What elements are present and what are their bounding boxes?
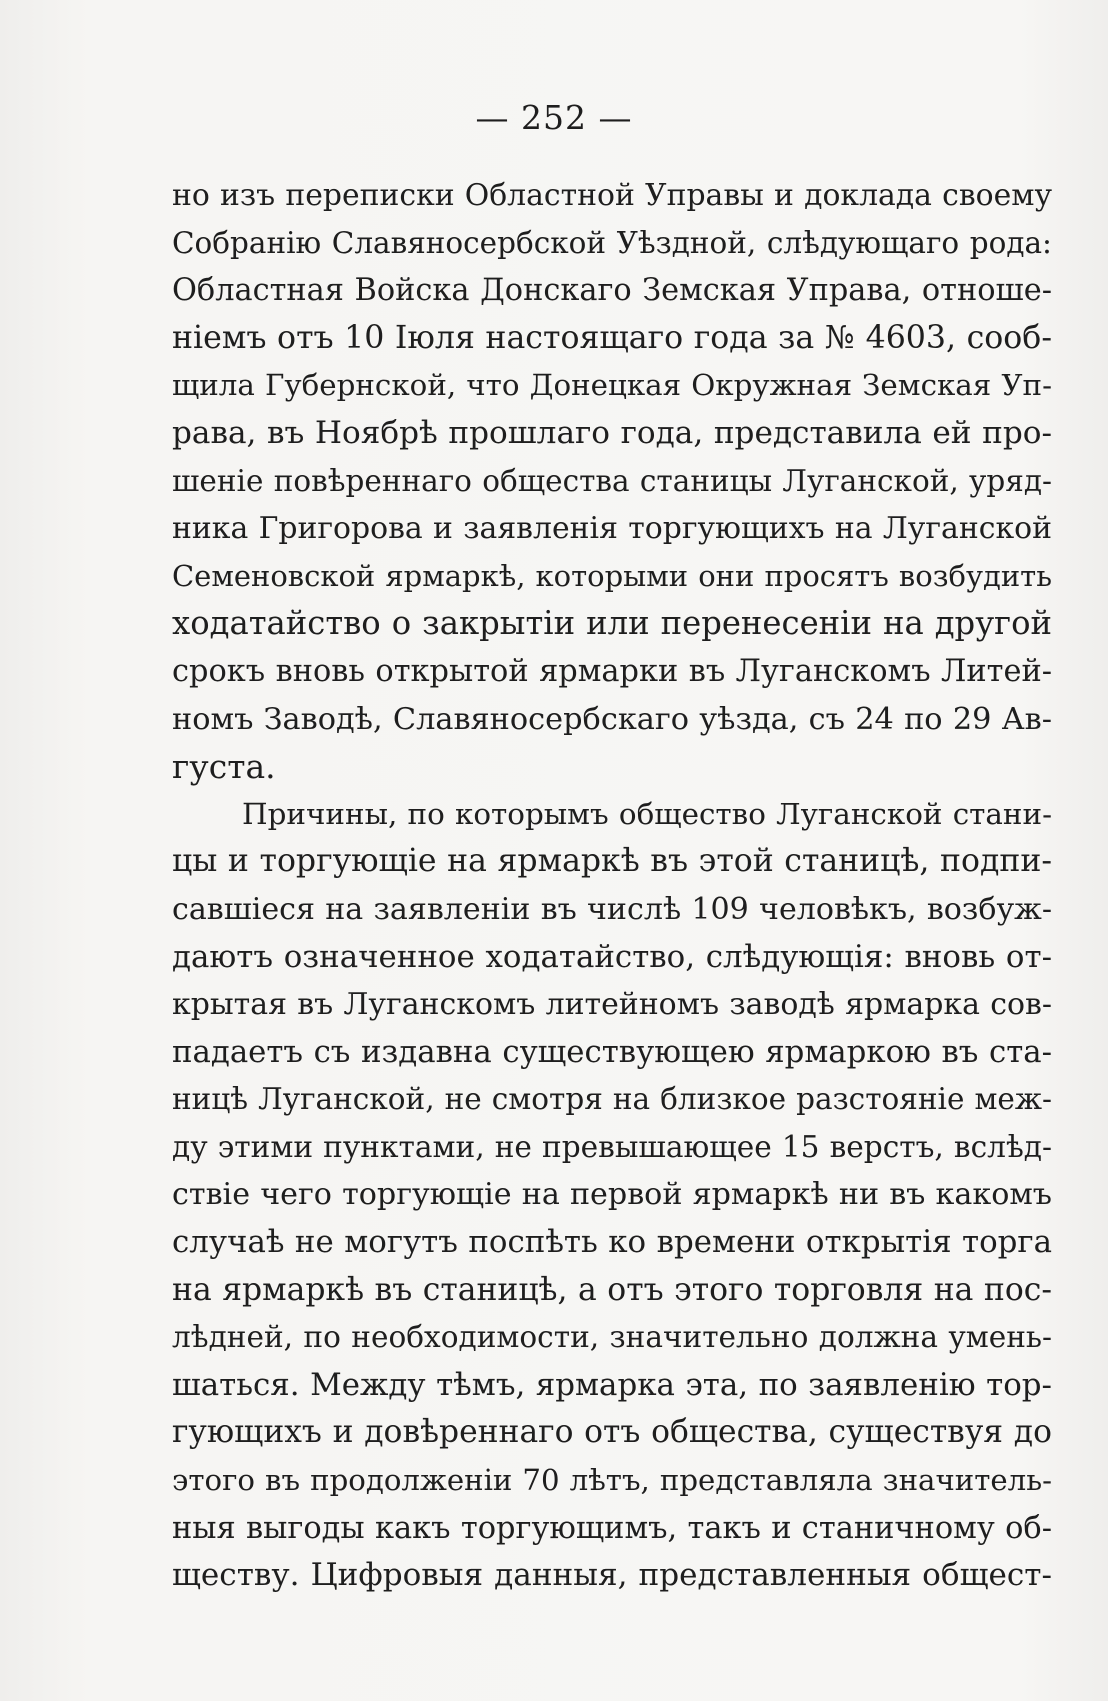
text-line: рава, въ Ноябрѣ прошлаго года, представила ей про- — [172, 414, 1052, 451]
text-line: Собранію Славяносербской Уѣздной, слѣдующаго рода: — [172, 225, 1052, 260]
text-line: срокъ вновь открытой ярмарки въ Луганскомъ Литей- — [172, 653, 1052, 689]
text-line: ніемъ отъ 10 Іюля настоящаго года за № 4603, сооб- — [172, 319, 1052, 356]
text-line: ходатайство о закрытіи или перенесеніи на другой — [172, 604, 1052, 643]
text-line: ствіе чего торгующіе на первой ярмаркѣ ни въ какомъ — [172, 1177, 1052, 1213]
text-line: ныя выгоды какъ торгующимъ, такъ и станичному об- — [172, 1510, 1052, 1546]
text-line: Семеновской ярмаркѣ, которыми они просятъ возбудить — [172, 558, 1052, 593]
text-line: ника Григорова и заявленія торгующихъ на Луганской — [172, 511, 1052, 547]
text-line: гующихъ и довѣреннаго отъ общества, существуя до — [172, 1414, 1052, 1451]
text-line: шаться. Между тѣмъ, ярмарка эта, по заявленію тор- — [172, 1366, 1052, 1403]
text-line: савшіеся на заявленіи въ числѣ 109 человѣкъ, возбуж- — [172, 891, 1052, 927]
text-line: падаетъ съ издавна существующею ярмаркою въ ста- — [172, 1033, 1052, 1070]
text-line: этого въ продолженіи 70 лѣтъ, представляла значитель- — [172, 1463, 1052, 1498]
text-line: крытая въ Луганскомъ литейномъ заводѣ ярмарка сов- — [172, 987, 1052, 1023]
text-line: но изъ переписки Областной Управы и доклада своему — [172, 178, 1052, 213]
text-line: ду этими пунктами, не превышающее 15 верстъ, вслѣд- — [172, 1129, 1052, 1164]
page-number: — 252 — — [475, 98, 633, 137]
paragraph-start-line: Причины, по которымъ общество Луганской стани- — [242, 796, 1052, 831]
text-line: случаѣ не могутъ поспѣть ко времени открытія торга — [172, 1224, 1052, 1261]
text-line: даютъ означенное ходатайство, слѣдующія: вновь от- — [172, 938, 1052, 975]
body-text — [172, 172, 1052, 1600]
text-line: ществу. Цифровыя данныя, представленныя общест- — [172, 1557, 1052, 1594]
text-line: ницѣ Луганской, не смотря на близкое разстояніе меж- — [172, 1082, 1052, 1117]
text-line: номъ Заводѣ, Славяносербскаго уѣзда, съ 24 по 29 Ав- — [172, 701, 1052, 737]
paragraph-end-line: густа. — [172, 747, 276, 787]
text-line: щила Губернской, что Донецкая Окружная Земская Уп- — [172, 368, 1052, 403]
text-line: цы и торгующіе на ярмаркѣ въ этой станицѣ, подпи- — [172, 843, 1052, 880]
text-line: лѣдней, по необходимости, значительно должна умень- — [172, 1320, 1052, 1355]
text-line: Областная Войска Донскаго Земская Управа, отноше- — [172, 273, 1052, 309]
text-line: на ярмаркѣ въ станицѣ, а отъ этого торговля на пос- — [172, 1271, 1052, 1308]
text-line: шеніе повѣреннаго общества станицы Луганской, уряд- — [172, 463, 1052, 498]
